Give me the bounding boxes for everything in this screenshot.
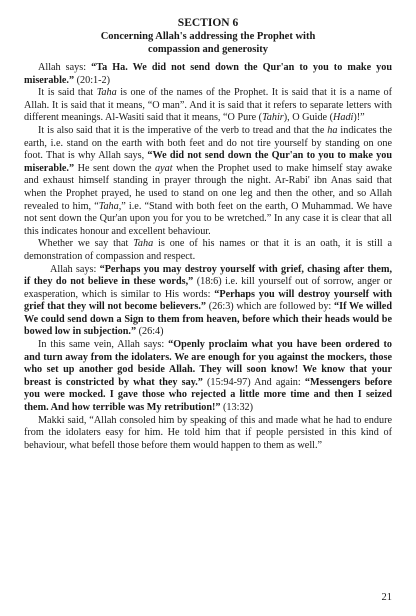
italic-term: ha — [327, 124, 338, 136]
quran-quote: “Perhaps you will destroy yourself with grief that they will not become believers.” — [24, 288, 392, 313]
text-run: Whether we say that — [38, 238, 134, 250]
italic-term: Taha — [96, 87, 117, 99]
verse-ref: (26:4) — [136, 326, 164, 338]
quran-quote: “Ta Ha. We did not send down the Qur'an to you to make you miserable.” — [24, 62, 393, 86]
verse-ref: (20:1-2) — [74, 74, 111, 86]
italic-term: Hadi — [333, 112, 354, 124]
verse-ref: (13:32) — [220, 402, 254, 414]
paragraph-2 — [24, 87, 392, 125]
paragraph-6 — [24, 339, 392, 415]
text-run: He sent down the — [74, 162, 156, 174]
italic-term: ayat — [155, 162, 173, 174]
text-run: In this same vein, Allah says: — [38, 339, 169, 351]
quran-quote: “Openly proclaim what you have been ordered to and turn away from the idolaters. We are enough for you against the mockers, those who set up another god beside Allah. They will soon know! We know that your breast is constricted by what they say.” — [24, 339, 392, 388]
text-run: It is said that — [38, 87, 97, 99]
paragraph-4 — [24, 238, 392, 263]
section-title: SECTION 6 — [177, 17, 239, 29]
paragraph-1 — [24, 62, 392, 87]
text-run: )!” — [353, 112, 365, 124]
quran-quote: “Perhaps you may destroy yourself with grief, chasing after them, if they do not believe in these words,” — [24, 263, 392, 288]
text-run: ,” i.e. “Stand with both feet on the earth, O Muhammad. We have not sent down the Qur'an upon you for you to be wretched.” In any case it is clear that all this indicates honour and excellent behaviour. — [24, 200, 392, 237]
section-subtitle-line1: Concerning Allah's addressing the Prophet with — [100, 31, 316, 42]
paragraph-5 — [24, 264, 392, 340]
quran-quote: “Messengers before you were mocked. I gave those who rejected a little more time and then I seized them. And how terrible was My retribution!” — [24, 376, 392, 414]
italic-term: Tahir — [262, 112, 284, 124]
text-run: (18:6) i.e. kill yourself out of sorrow, anger or exasperation, which is similar to His words: — [24, 276, 392, 300]
text-run: is one of his names or that it is an oath, it is still a demonstration of compassion and respect. — [24, 238, 393, 262]
page-number: 21 — [381, 592, 392, 603]
text-run: indicates the earth, i.e. stand on the earth with both feet and do not tire yourself by standing on one foot. That is why Allah says, — [24, 124, 392, 162]
text-run: Makki said, “Allah consoled him by speaking of this and made what he had to endure from the idolaters easy for him. He told him that if people persisted in this kind of behaviour, what befell those before them would happen to them as well.” — [24, 414, 392, 451]
italic-term: Taha — [98, 200, 119, 212]
text-run: It is also said that it is the imperative of the verb to tread and that the — [38, 124, 328, 136]
section-subtitle-line2: compassion and generosity — [148, 44, 268, 55]
text-run: (15:94-97) And again: — [202, 376, 305, 388]
text-run: Allah says: — [50, 263, 100, 275]
text-run: ), O Guide ( — [283, 112, 334, 124]
quran-quote: “If We willed We could send down a Sign to them from heaven, before which their heads would be bowed low in subjection.” — [24, 301, 392, 338]
section-subtitle — [24, 30, 392, 56]
quran-quote: “We did not send down the Qur'an to you to make you miserable.” — [24, 150, 392, 174]
text-run: (26:3) which are followed by: — [206, 301, 335, 313]
text-run: when the Prophet used to make himself stay awake and exhaust himself standing in prayer through the night. Ar-Rabi' ibn Anas said that when the Prophet prayed, he used to stand on one leg and then the other, and so Allah revealed to him, “ — [24, 162, 392, 212]
text-run: Allah says: — [38, 62, 92, 73]
italic-term: Taha — [133, 238, 154, 250]
text-run: is one of the names of the Prophet. It is said that it is a name of Allah. It is said that it means, “O man”. And it is said that it refers to separate letters with different meanings. Al-Wasiti said that it means, “O Pure ( — [24, 87, 392, 124]
paragraph-7 — [24, 415, 392, 453]
paragraph-3 — [24, 125, 392, 238]
